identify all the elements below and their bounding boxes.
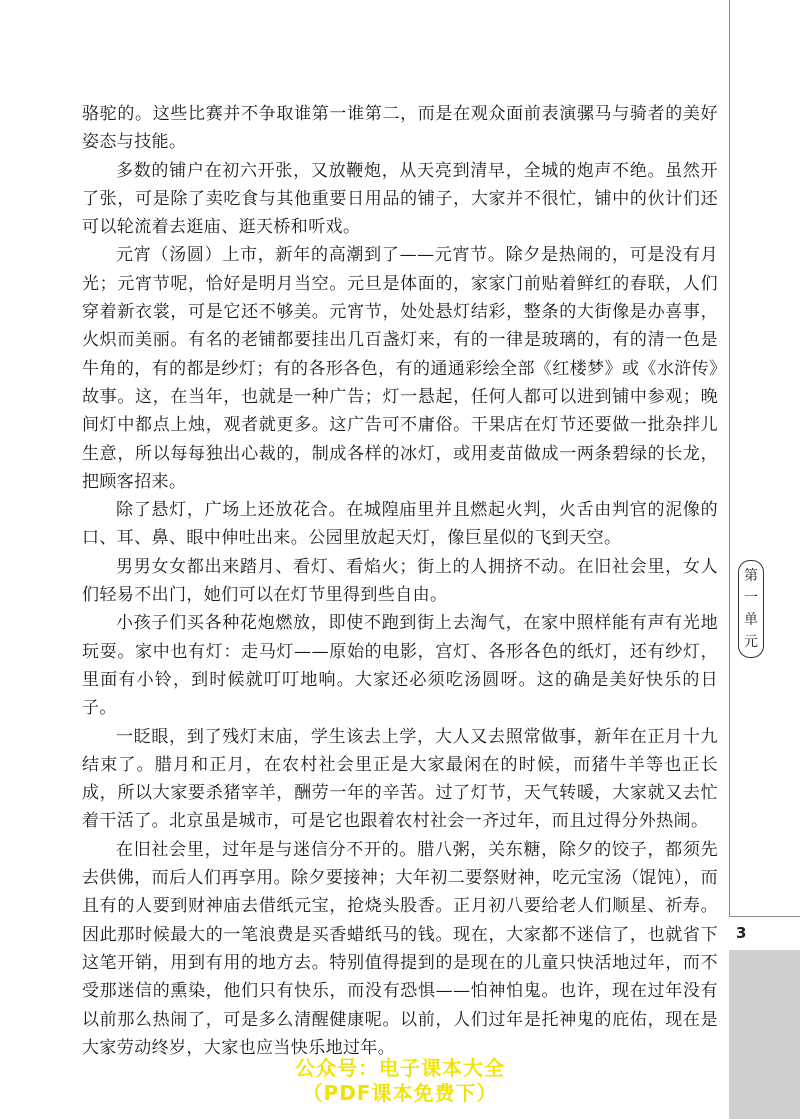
paragraph-3: 元宵（汤圆）上市，新年的高潮到了——元宵节。除夕是热闹的，可是没有月光；元宵节呢，恰好是明月当空。元旦是体面的，家家门前贴着鲜红的春联，人们穿着新衣裳，可是它还不够美。元宵节，处处悬灯结彩，整条的大街像是办喜事，火炽而美丽。有名的老铺都要挂出几百盏灯来，有的一律是玻璃的，有的清一色是牛角的，有的都是纱灯；有的各形各色，有的通通彩绘全部《红楼梦》或《水浒传》故事。这，在当年，也就是一种广告；灯一悬起，任何人都可以进到铺中参观；晚间灯中都点上烛，观者就更多。这广告可不庸俗。干果店在灯节还要做一批杂拌儿生意，所以每每独出心裁的，制成各样的冰灯，或用麦苗做成一两条碧绿的长龙，把顾客招来。 [82, 245, 718, 492]
paragraph-6: 小孩子们买各种花炮燃放，即使不跑到街上去淘气，在家中照样能有声有光地玩耍。家中也有灯：走马灯——原始的电影，宫灯、各形各色的纸灯，还有纱灯，里面有小铃，到时候就叮叮地响。大家还必须吃汤圆呀。这的确是美好快乐的日子。 [82, 613, 718, 719]
page-margin-sidebar [729, 0, 800, 1119]
watermark-line-1: 公众号：电子课本大全 [295, 1056, 505, 1080]
body-text [82, 100, 718, 1062]
page-number-rule [729, 916, 800, 917]
paragraph-4: 除了悬灯，广场上还放花合。在城隍庙里并且燃起火判，火舌由判官的泥像的口、耳、鼻、眼中伸吐出来。公园里放起天灯，像巨星似的飞到天空。 [82, 500, 718, 549]
paragraph-1: 骆驼的。这些比赛并不争取谁第一谁第二，而是在观众面前表演骡马与骑者的美好姿态与技能。 [82, 104, 718, 153]
unit-tab-char: 元 [744, 634, 758, 650]
page-number: 3 [736, 924, 747, 942]
paragraph-8: 在旧社会里，过年是与迷信分不开的。腊八粥，关东糖，除夕的饺子，都须先去供佛，而后人们再享用。除夕要接神；大年初二要祭财神，吃元宝汤（馄饨），而且有的人要到财神庙去借纸元宝，抢烧头股香。正月初八要给老人们顺星、祈寿。因此那时候最大的一笔浪费是买香蜡纸马的钱。现在，大家都不迷信了，也就省下这笔开销，用到有用的地方去。特别值得提到的是现在的儿童只快活地过年，而不受那迷信的熏染，他们只有快乐，而没有恐惧——怕神怕鬼。也许，现在过年没有以前那么热闹了，可是多么清醒健康呢。以前，人们过年是托神鬼的庇佑，现在是大家劳动终岁，大家也应当快乐地过年。 [82, 839, 718, 1058]
unit-tab-char: 第 [744, 568, 758, 584]
paragraph-5: 男男女女都出来踏月、看灯、看焰火；街上的人拥挤不动。在旧社会里，女人们轻易不出门，她们可以在灯节里得到些自由。 [82, 556, 718, 606]
unit-tab [738, 560, 764, 658]
unit-tab-char: 单 [744, 612, 758, 628]
watermark-line-2: （PDF课本免费下） [302, 1081, 498, 1105]
margin-divider-line [729, 0, 730, 916]
paragraph-7: 一眨眼，到了残灯末庙，学生该去上学，大人又去照常做事，新年在正月十九结束了。腊月和正月，在农村社会里正是大家最闲在的时候，而猪牛羊等也正长成，所以大家要杀猪宰羊，酬劳一年的辛苦。过了灯节，天气转暖，大家就又去忙着干活了。北京虽是城市，可是它也跟着农村社会一齐过年，而且过得分外热闹。 [82, 726, 718, 832]
unit-tab-char: 一 [744, 590, 758, 606]
paragraph-2: 多数的铺户在初六开张，又放鞭炮，从天亮到清早，全城的炮声不绝。虽然开了张，可是除了卖吃食与其他重要日用品的铺子，大家并不很忙，铺中的伙计们还可以轮流着去逛庙、逛天桥和听戏。 [82, 160, 718, 238]
